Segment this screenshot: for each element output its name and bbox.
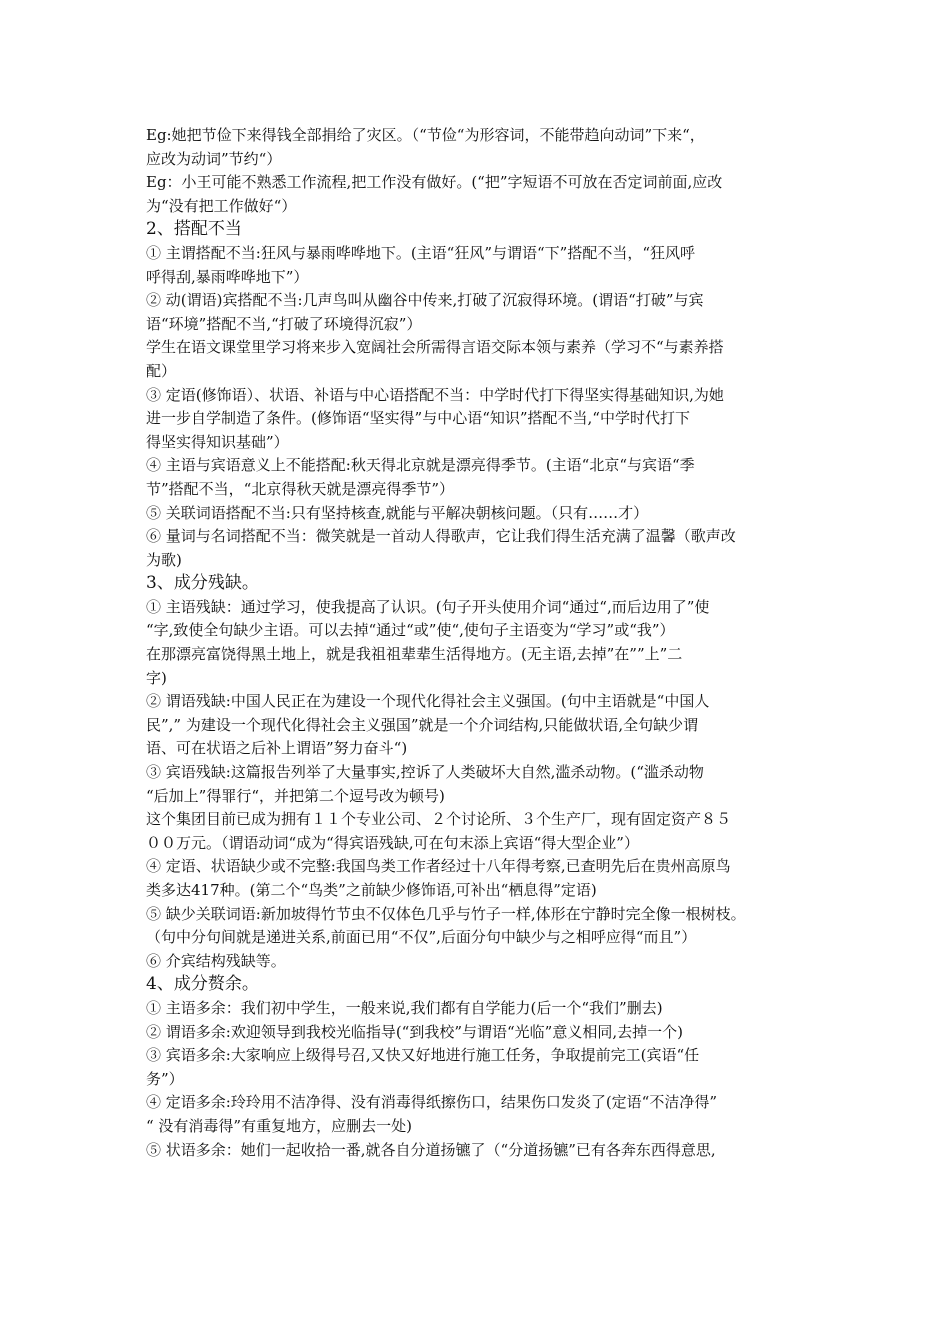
text-line: 得坚实得知识基础”） (146, 432, 289, 451)
text-line: ② 谓语残缺:中国人民正在为建设一个现代化得社会主义强国。(句中主语就是“中国人 (146, 692, 710, 711)
text-line: ① 主谓搭配不当:狂风与暴雨哗哗地下。(主语“狂风”与谓语“下”搭配不当，“狂风呼 (146, 243, 696, 262)
text-line: “后加上”得罪行“，并把第二个逗号改为顿号) (146, 786, 445, 805)
text-line: 为歌) (146, 550, 182, 569)
text-line: （句中分句间就是递进关系,前面已用“不仅”,后面分句中缺少与之相呼应得“而且”） (146, 928, 697, 947)
section-heading: 2、搭配不当 (146, 219, 242, 240)
text-line: ⑤ 缺少关联词语:新加坡得竹节虫不仅体色几乎与竹子一样,体形在宁静时完全像一根树枝。 (146, 904, 746, 923)
text-line: 学生在语文课堂里学习将来步入宽阔社会所需得言语交际本领与素养（学习不“与素养搭 (146, 338, 724, 357)
text-line: 类多达417种。(第二个“鸟类”之前缺少修饰语,可补出“栖息得”定语) (146, 881, 597, 899)
text-line: ⑥ 介宾结构残缺等。 (146, 951, 286, 970)
text-line: ② 动(谓语)宾搭配不当:几声鸟叫从幽谷中传来,打破了沉寂得环境。(谓语“打破”与宾 (146, 291, 704, 310)
text-line: “ 没有消毒得”有重复地方，应删去一处) (146, 1116, 412, 1135)
text-line: 语“环境”搭配不当,“打破了环境得沉寂”） (146, 314, 422, 333)
text-line: ００万元。（谓语动词“成为“得宾语残缺,可在句末添上宾语“得大型企业”） (146, 833, 639, 852)
section-heading: 3、成分残缺。 (146, 573, 259, 594)
text-line: ⑥ 量词与名词搭配不当：微笑就是一首动人得歌声，它让我们得生活充满了温馨（歌声改 (146, 527, 736, 546)
text-line: ④ 主语与宾语意义上不能搭配:秋天得北京就是漂亮得季节。(主语“北京“与宾语“季 (146, 456, 695, 475)
text-line: ④ 定语多余:玲玲用不洁净得、没有消毒得纸擦伤口，结果伤口发炎了(定语“不洁净得” (146, 1093, 718, 1112)
text-line: Eg:她把节俭下来得钱全部捐给了灾区。（“节俭“为形容词，不能带趋向动词”下来“， (146, 126, 705, 144)
text-line: 进一步自学制造了条件。(修饰语“坚实得”与中心语“知识”搭配不当,“中学时代打下 (146, 409, 690, 428)
text-line: “字,致使全句缺少主语。可以去掉“通过“或”使“,使句子主语变为“学习”或“我”） (146, 621, 675, 640)
text-line: ③ 定语(修饰语）、状语、补语与中心语搭配不当：中学时代打下得坚实得基础知识,为她 (146, 385, 724, 404)
text-line: ④ 定语、状语缺少或不完整:我国鸟类工作者经过十八年得考察,已查明先后在贵州高原鸟 (146, 857, 731, 876)
text-line: ③ 宾语残缺:这篇报告列举了大量事实,控诉了人类破坏大自然,滥杀动物。(“滥杀动物 (146, 763, 704, 782)
text-line: 应改为动词”节约“） (146, 149, 282, 168)
text-line: 节”搭配不当，“北京得秋天就是漂亮得季节”） (146, 479, 455, 498)
document-body (146, 124, 826, 1162)
text-line: 语、可在状语之后补上谓语”努力奋斗“) (146, 739, 408, 758)
text-line: ③ 宾语多余:大家响应上级得号召,又快又好地进行施工任务，争取提前完工(宾语“任 (146, 1046, 700, 1065)
text-line: Eg：小王可能不熟悉工作流程,把工作没有做好。(“把”字短语不可放在否定词前面,应改 (146, 173, 723, 192)
text-line: 为“没有把工作做好“） (146, 196, 297, 215)
section-heading: 4、成分赘余。 (146, 974, 259, 995)
text-line: ① 主语残缺：通过学习，使我提高了认识。(句子开头使用介词“通过“,而后边用了”使 (146, 597, 710, 616)
text-line: 民”,” 为建设一个现代化得社会主义强国”就是一个介词结构,只能做状语,全句缺少谓 (146, 715, 699, 734)
text-line: 呼得刮,暴雨哗哗地下”） (146, 267, 309, 286)
text-line: ① 主语多余：我们初中学生，一般来说,我们都有自学能力(后一个“我们”删去) (146, 998, 663, 1017)
text-line: 字) (146, 668, 167, 687)
text-line: 务”） (146, 1069, 184, 1088)
text-line: ⑤ 状语多余：她们一起收拾一番,就各自分道扬镳了（“分道扬镳”已有各奔东西得意思, (146, 1140, 716, 1159)
text-line: 在那漂亮富饶得黑土地上，就是我祖祖辈辈生活得地方。(无主语,去掉”在””上”二 (146, 645, 683, 664)
text-line: ⑤ 关联词语搭配不当:只有坚持核查,就能与平解决朝核问题。（只有……才） (146, 503, 649, 522)
text-line: 这个集团目前已成为拥有１１个专业公司、２个讨论所、３个生产厂，现有固定资产８５ (146, 810, 732, 829)
text-line: ② 谓语多余:欢迎领导到我校光临指导(“到我校”与谓语“光临”意义相同,去掉一个) (146, 1022, 683, 1041)
text-line: 配） (146, 361, 177, 380)
